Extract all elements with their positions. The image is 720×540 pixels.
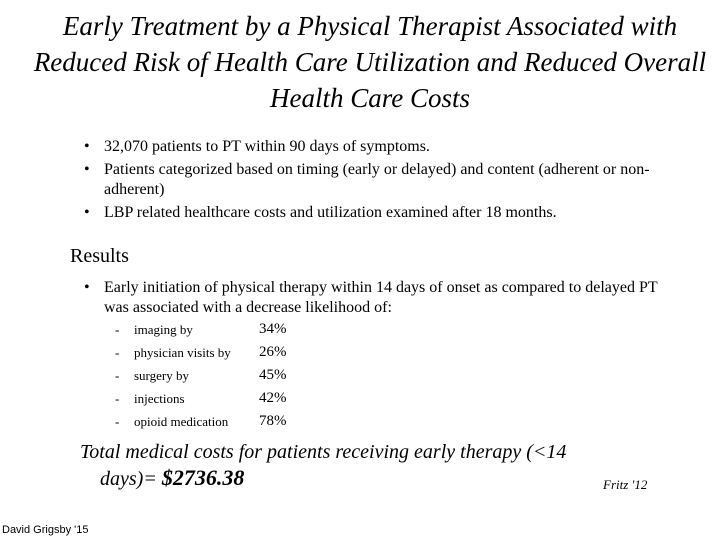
dash-icon: - bbox=[115, 322, 120, 337]
bullet-text: Patients categorized based on timing (early or delayed) and content (adherent or non-adherent) bbox=[104, 161, 650, 198]
item-label: physician visits by bbox=[134, 345, 231, 360]
list-item bbox=[84, 137, 684, 157]
total-cost-statement bbox=[80, 439, 680, 492]
results-heading: Results bbox=[70, 245, 129, 267]
total-line-1: Total medical costs for patients receiving early therapy (<14 bbox=[80, 441, 567, 463]
bullet-text: 32,070 patients to PT within 90 days of symptoms. bbox=[104, 138, 430, 155]
bullet-icon: • bbox=[84, 138, 90, 155]
bullet-icon: • bbox=[84, 161, 90, 178]
item-label: surgery by bbox=[134, 368, 190, 383]
slide-title: Early Treatment by a Physical Therapist Associated with Reduced Risk of Health Care Utilization and Reduced Overall Health Care Costs bbox=[33, 11, 707, 113]
bullet-icon: • bbox=[84, 204, 90, 221]
dash-icon: - bbox=[115, 391, 120, 406]
bullet-text: LBP related healthcare costs and utilization examined after 18 months. bbox=[104, 204, 557, 221]
dash-icon: - bbox=[115, 414, 120, 429]
list-item bbox=[84, 160, 684, 200]
list-item bbox=[84, 278, 680, 318]
item-percent: 26% bbox=[259, 344, 287, 360]
dash-icon: - bbox=[115, 345, 120, 360]
item-percent: 45% bbox=[259, 367, 287, 383]
total-amount: $2736.38 bbox=[161, 465, 245, 490]
total-line-2-prefix: days)= bbox=[100, 468, 162, 490]
citation: Fritz '12 bbox=[603, 477, 648, 492]
item-label: injections bbox=[134, 391, 185, 406]
item-percent: 34% bbox=[259, 321, 287, 337]
bullet-text: Early initiation of physical therapy within 14 days of onset as compared to delayed PT was associated with a decrease likelihood of: bbox=[104, 279, 658, 316]
item-percent: 42% bbox=[259, 390, 287, 406]
list-item bbox=[84, 203, 684, 223]
item-label: imaging by bbox=[134, 322, 193, 337]
results-bullet-list bbox=[84, 278, 680, 321]
footer-author: David Grigsby '15 bbox=[2, 524, 89, 536]
bullet-icon: • bbox=[84, 279, 90, 296]
item-label: opioid medication bbox=[134, 414, 229, 429]
dash-icon: - bbox=[115, 368, 120, 383]
intro-bullet-list bbox=[84, 137, 684, 226]
item-percent: 78% bbox=[259, 413, 287, 429]
total-line-2 bbox=[80, 465, 680, 492]
